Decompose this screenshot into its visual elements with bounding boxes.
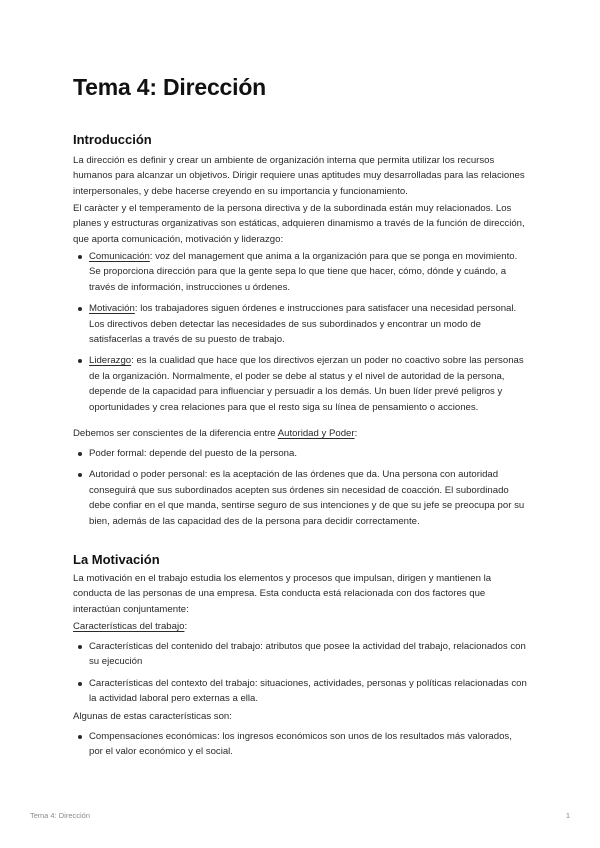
- work-characteristics-subheading: [73, 619, 528, 634]
- footer-document-title: Tema 4: Dirección: [30, 811, 91, 820]
- authority-intro-paragraph: [73, 426, 528, 441]
- list-item-contexto: Características del contexto del trabajo: situaciones, actividades, personas y políticas relacionadas con la actividad laboral pero externas a ella.: [73, 676, 528, 707]
- paragraph-text: Debemos ser conscientes de la diferencia entre: [73, 428, 278, 439]
- list-item-comunicacion: [73, 249, 528, 295]
- list-item-text: : voz del management que anima a la organización para que se ponga en movimiento. Se proporciona dirección para que la gente sepa lo que tiene que hacer, cómo, dónde y cuándo, a través de información, instrucciones u órdenes.: [89, 251, 518, 293]
- list-item-contenido: Características del contenido del trabajo: atributos que posee la actividad del trabajo, relacionados con su ejecución: [73, 639, 528, 670]
- list-item-text: : es la cualidad que hace que los directivos ejerzan un poder no coactivo sobre las personas de la organización. Normalmente, el poder se debe al status y el nivel de autoridad de la persona, depende de la capacidad para influenciar y persuadir a los demás. Un buen líder prevé peligros y oportunidades y crea relaciones para que el resto siga su línea de pensamiento o acciones.: [89, 355, 524, 413]
- list-item-liderazgo: [73, 353, 528, 415]
- term-liderazgo-link[interactable]: Liderazgo: [89, 355, 132, 367]
- paragraph-text: :: [184, 621, 188, 632]
- autoridad-poder-link[interactable]: Autoridad y Poder: [277, 428, 355, 439]
- paragraph-text: :: [354, 428, 358, 439]
- power-types-list: [73, 446, 528, 535]
- term-motivacion-link[interactable]: Motivación: [89, 303, 135, 315]
- work-characteristics-list: [73, 639, 528, 713]
- list-item-motivacion: [73, 301, 528, 347]
- characteristics-examples-list: [73, 729, 528, 766]
- section-heading-motivacion: La Motivación: [73, 552, 160, 567]
- page-title: Tema 4: Dirección: [73, 74, 267, 100]
- intro-paragraph-1: La dirección es definir y crear un ambiente de organización interna que permita utilizar los recursos humanos para alcanzar un objetivos. Dirigir requiere unas aptitudes muy desarrolladas para las relaciones interpersonales, y debe hacerse creyendo en su importancia y funcionamiento.: [73, 155, 525, 197]
- list-item-text: : los trabajadores siguen órdenes e instrucciones para satisfacer una necesidad personal. Los directivos deben detectar las necesidades de sus subordinados y encontrar un modo de satisfacerlas a través de su puesto de trabajo.: [89, 303, 517, 346]
- list-item-autoridad: Autoridad o poder personal: es la aceptación de las órdenes que da. Una persona con autoridad conseguirá que sus subordinados acepten sus órdenes sin necesidad de coacción. El subordinado debe confiar en el que manda, sentirse seguro de sus intenciones y de que su jefe se preocupa por su bien, además de las capacidad des de la persona para decidir correctamente.: [73, 467, 528, 529]
- footer-page-number: 1: [565, 811, 570, 820]
- direction-functions-list: [73, 249, 528, 421]
- list-item-poder-formal: Poder formal: depende del puesto de la persona.: [73, 446, 528, 461]
- motivation-paragraph-2: Algunas de estas características son:: [73, 711, 232, 722]
- work-characteristics-link[interactable]: Características del trabajo: [73, 621, 185, 632]
- term-comunicacion-link[interactable]: Comunicación: [89, 251, 150, 262]
- motivation-paragraph-1: La motivación en el trabajo estudia los elementos y procesos que impulsan, dirigen y mantienen la conducta de las personas de una empresa. Esta conducta está relacionada con dos factores que interactúan conjuntamente:: [73, 573, 492, 615]
- list-item-compensaciones: Compensaciones económicas: los ingresos económicos son unos de los resultados más valorados, por el valor económico y el social.: [73, 729, 528, 760]
- section-heading-introduccion: Introducción: [73, 132, 152, 147]
- intro-paragraph-2: El caràcter y el temperamento de la persona directiva y de la subordinada están muy relacionados. Los planes y estructuras organizativas son estáticas, adquieren dinamismo a través de la función de dirección, que aporta comunicación, motivación y liderazgo:: [73, 203, 525, 245]
